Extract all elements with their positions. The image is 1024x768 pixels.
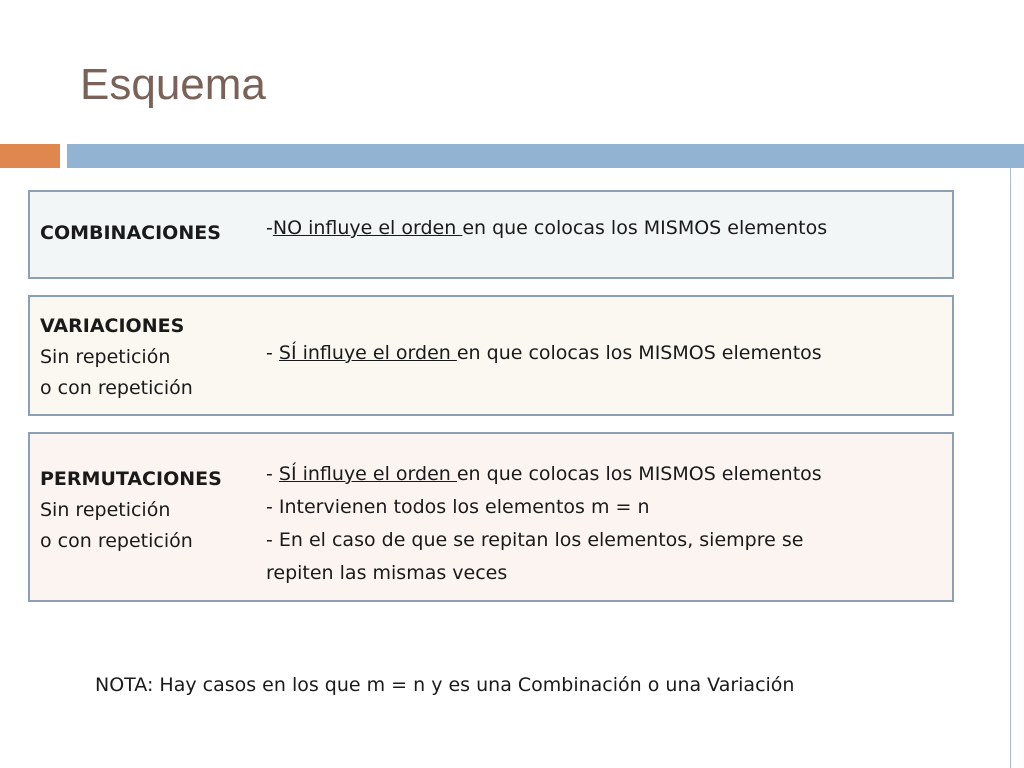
permutaciones-sub2: o con repetición [40,530,193,552]
accent-bar-blue [67,144,1024,168]
variaciones-box [28,295,954,416]
variaciones-desc-underlined: SÍ influye el orden [278,342,457,364]
right-divider-line [1010,168,1011,768]
variaciones-sub2: o con repetición [40,377,193,399]
combinaciones-desc-rest: en que colocas los MISMOS elementos [462,217,828,239]
permutaciones-line1-prefix: - [266,463,279,485]
combinaciones-box [28,190,954,279]
permutaciones-sub1: Sin repetición [40,499,171,521]
permutaciones-line1-rest: en que colocas los MISMOS elementos [456,463,822,485]
permutaciones-line2: - Intervienen todos los elementos m = n [266,496,650,518]
permutaciones-box [28,432,954,602]
combinaciones-desc-line [266,212,827,245]
variaciones-description [266,337,822,370]
permutaciones-title: PERMUTACIONES [40,468,222,490]
permutaciones-line4: repiten las mismas veces [266,562,508,584]
variaciones-desc-prefix: - [266,342,279,364]
permutaciones-line1-underlined: SÍ influye el orden [278,463,457,485]
variaciones-sub1: Sin repetición [40,346,171,368]
combinaciones-desc-prefix: - [266,217,273,239]
permutaciones-line1 [266,458,822,491]
combinaciones-title: COMBINACIONES [40,222,221,244]
permutaciones-description [266,458,822,590]
combinaciones-label [40,218,221,249]
nota-text: NOTA: Hay casos en los que m = n y es una Combinación o una Variación [95,674,795,696]
combinaciones-description [266,212,827,245]
slide-title: Esquema [80,60,266,109]
permutaciones-line3: - En el caso de que se repitan los elementos, siempre se [266,529,804,551]
variaciones-desc-rest: en que colocas los MISMOS elementos [456,342,822,364]
permutaciones-label [40,464,222,557]
variaciones-title: VARIACIONES [40,315,185,337]
combinaciones-desc-underlined: NO influye el orden [272,217,463,239]
accent-bar-orange [0,144,60,168]
variaciones-label [40,311,193,404]
variaciones-desc-line [266,337,822,370]
